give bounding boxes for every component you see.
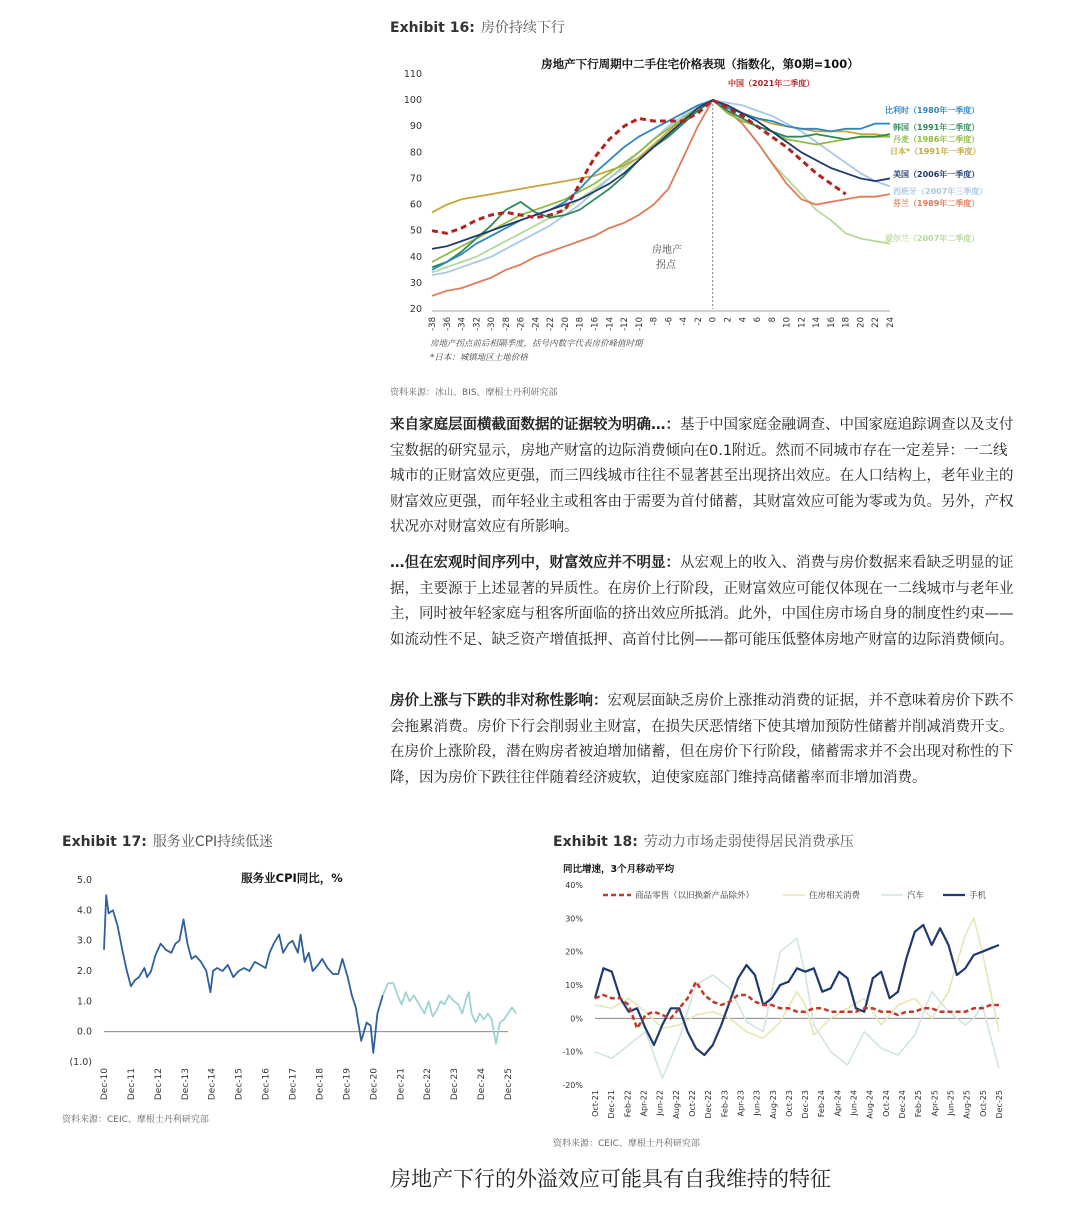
x-tick-label: 0 <box>708 317 719 323</box>
x-tick-label: Dec-24 <box>898 1090 908 1119</box>
x-tick-label: -24 <box>531 317 542 331</box>
x-tick-label: 4 <box>738 317 749 323</box>
series-line-住房相关消费 <box>595 918 999 1038</box>
x-tick-label: Apr-22 <box>639 1090 649 1117</box>
y-tick-label: 50 <box>409 225 422 237</box>
legend-label-手机: 手机 <box>969 891 987 901</box>
y-tick-label: 0.0 <box>76 1026 92 1038</box>
x-tick-label: 22 <box>871 317 882 328</box>
legend-label-住房相关消费: 住房相关消费 <box>809 891 861 901</box>
y-tick-label: 110 <box>403 69 422 80</box>
y-tick-label: 20 <box>409 304 422 315</box>
y-tick-label: 2.0 <box>76 966 92 977</box>
y-tick-label: (1.0) <box>69 1057 92 1068</box>
exhibit-16-title: 房价持续下行 <box>480 20 565 36</box>
x-tick-label: Dec-23 <box>801 1090 811 1119</box>
x-tick-label: -30 <box>487 317 498 331</box>
x-tick-label: Dec-20 <box>369 1068 380 1101</box>
x-tick-label: Feb-23 <box>720 1090 730 1118</box>
exhibit-16-label: Exhibit 16: <box>390 20 475 36</box>
x-tick-label: Aug-24 <box>865 1090 875 1119</box>
x-tick-label: Feb-22 <box>623 1090 633 1118</box>
x-tick-label: 8 <box>767 317 778 323</box>
x-tick-label: 24 <box>886 317 896 328</box>
x-tick-label: 20 <box>856 317 867 328</box>
y-tick-label: 20% <box>565 947 583 957</box>
x-tick-label: Oct-25 <box>978 1090 988 1117</box>
paragraph-3-text: 宏观层面缺乏房价上涨推动消费的证据，并不意味着房价下跌不会拖累消费。房价下行会削弱业主财富，在损失厌恶情绪下使其增加预防性储蓄并削减消费开支。在房价上涨阶段，潜在购房者被迫增加储蓄，但在房价下行阶段，储蓄需求并不会出现对称性的下降，因为房价下跌往往伴随着经济疲软，迫使家庭部门维持高储蓄率而非增加消费。 <box>390 693 1014 786</box>
paragraph-3 <box>390 689 1015 791</box>
x-tick-label: Oct-23 <box>784 1090 794 1117</box>
x-tick-label: Dec-12 <box>153 1068 164 1101</box>
paragraph-2-lead: …但在宏观时间序列中，财富效应并不明显： <box>390 555 680 571</box>
turning-point-label-line2: 拐点 <box>656 260 676 271</box>
exhibit-18-source: 资料来源：CEIC、摩根士丹利研究部 <box>553 1139 700 1149</box>
y-tick-label: 0% <box>570 1014 583 1024</box>
x-tick-label: -4 <box>679 317 690 326</box>
x-tick-label: Dec-14 <box>207 1068 218 1101</box>
y-tick-label: 70 <box>409 173 422 185</box>
paragraph-1-lead: 来自家庭层面横截面数据的证据较为明确…： <box>390 417 680 433</box>
x-tick-label: 2 <box>723 317 734 323</box>
y-tick-label: -20% <box>562 1081 583 1090</box>
x-tick-label: -20 <box>560 317 571 331</box>
y-tick-label: 3.0 <box>76 935 92 947</box>
x-tick-label: -14 <box>605 317 616 331</box>
y-tick-label: 90 <box>409 121 422 133</box>
footnote-2: *日本：城镇地区土地价格 <box>430 353 528 363</box>
x-tick-label: Dec-15 <box>234 1068 245 1101</box>
exhibit-18-chart <box>553 858 1023 1128</box>
y-tick-label: 80 <box>409 147 422 159</box>
x-tick-label: Dec-24 <box>477 1068 488 1101</box>
y-tick-label: 60 <box>409 199 422 211</box>
x-tick-label: -28 <box>501 317 512 331</box>
x-tick-label: Apr-25 <box>930 1090 940 1117</box>
y-tick-label: 40% <box>565 881 583 890</box>
x-tick-label: 10 <box>782 317 793 328</box>
y-tick-label: 30% <box>565 914 583 924</box>
legend-label-爱尔兰-2007年二季度: 爱尔兰（2007年二季度） <box>885 234 980 243</box>
paragraph-1 <box>390 413 1015 541</box>
x-tick-label: -10 <box>634 317 645 331</box>
chart-title: 房地产下行周期中二手住宅价格表现（指数化，第0期=100） <box>541 57 859 71</box>
x-tick-label: Dec-18 <box>315 1068 326 1101</box>
exhibit-16-chart <box>390 48 1020 378</box>
exhibit-17-title: 服务业CPI持续低迷 <box>152 834 274 850</box>
x-tick-label: Jun-22 <box>655 1090 665 1116</box>
x-tick-label: Dec-23 <box>450 1068 461 1101</box>
x-tick-label: Dec-21 <box>607 1090 617 1119</box>
legend-label-中国-2021年二季度: 中国（2021年二季度） <box>728 79 815 88</box>
x-tick-label: -38 <box>428 317 438 331</box>
y-tick-label: 100 <box>403 95 422 107</box>
paragraph-1-text: 基于中国家庭金融调查、中国家庭追踪调查以及支付宝数据的研究显示，房地产财富的边际消费倾向在0.1附近。然而不同城市存在一定差异：一二线城市的正财富效应更强，而三四线城市往往不显著甚至出现挤出效应。在人口结构上，老年业主的财富效应更强，而年轻业主或租客由于需要为首付储蓄，其财富效应可能为零或为负。另外，产权状况亦对财富效应有所影响。 <box>390 417 1014 535</box>
x-tick-label: Oct-24 <box>881 1090 891 1117</box>
legend-label-日本-1991年一季度: 日本*（1991年一季度） <box>890 147 981 156</box>
x-tick-label: Aug-23 <box>768 1090 778 1119</box>
series-line-服务业CPI同比-历史 <box>104 895 383 1053</box>
x-tick-label: Dec-25 <box>995 1090 1004 1119</box>
y-tick-label: 10% <box>565 981 583 990</box>
x-tick-label: Apr-23 <box>736 1090 746 1117</box>
x-tick-label: -8 <box>649 317 660 326</box>
legend-label-汽车: 汽车 <box>907 891 925 901</box>
x-tick-label: Dec-11 <box>126 1068 137 1101</box>
x-tick-label: 18 <box>841 317 852 328</box>
x-tick-label: Apr-24 <box>833 1090 843 1117</box>
x-tick-label: Dec-10 <box>100 1068 110 1101</box>
exhibit-16-header <box>390 17 565 37</box>
x-tick-label: -16 <box>590 317 601 331</box>
legend-label-西班牙-2007年三季度: 西班牙（2007年三季度） <box>893 187 988 196</box>
y-tick-label: 40 <box>409 251 422 263</box>
x-tick-label: Dec-17 <box>288 1068 299 1101</box>
x-tick-label: 14 <box>812 317 823 328</box>
x-tick-label: 6 <box>753 317 764 323</box>
x-tick-label: -6 <box>664 317 675 326</box>
x-tick-label: Aug-22 <box>671 1090 681 1119</box>
y-tick-label: 4.0 <box>76 905 92 917</box>
legend-label-丹麦-1986年二季度: 丹麦（1986年二季度） <box>893 135 980 144</box>
exhibit-16-source: 资料来源：冰山、BIS、摩根士丹利研究部 <box>390 388 558 398</box>
x-tick-label: -12 <box>620 317 631 331</box>
x-tick-label: Dec-22 <box>704 1090 714 1119</box>
y-tick-label: 30 <box>409 277 422 289</box>
x-tick-label: Dec-21 <box>396 1068 407 1101</box>
exhibit-17-chart <box>62 860 532 1110</box>
x-tick-label: -26 <box>516 317 527 331</box>
section-heading: 房地产下行的外溢效应可能具有自我维持的特征 <box>390 1167 831 1191</box>
legend-label-韩国-1991年二季度: 韩国（1991年二季度） <box>893 123 980 132</box>
x-tick-label: Oct-21 <box>591 1090 600 1117</box>
legend-label-美国-2006年一季度: 美国（2006年一季度） <box>893 170 980 179</box>
exhibit-17-source: 资料来源：CEIC、摩根士丹利研究部 <box>62 1115 209 1125</box>
exhibit-17-header <box>62 831 273 851</box>
exhibit-18-header <box>553 831 854 851</box>
series-line-中国-2021年二季度 <box>432 100 846 233</box>
x-tick-label: -22 <box>546 317 557 331</box>
x-tick-label: -2 <box>693 317 704 326</box>
exhibit-17-label: Exhibit 17: <box>62 834 147 850</box>
x-tick-label: Dec-13 <box>180 1068 191 1101</box>
exhibit-18-title: 劳动力市场走弱使得居民消费承压 <box>643 834 854 850</box>
x-tick-label: 12 <box>797 317 808 328</box>
y-tick-label: -10% <box>562 1047 583 1057</box>
x-tick-label: Feb-25 <box>914 1090 924 1118</box>
x-tick-label: Dec-25 <box>504 1068 514 1101</box>
x-tick-label: Jun-25 <box>946 1090 956 1116</box>
paragraph-2 <box>390 551 1015 653</box>
x-tick-label: Aug-25 <box>962 1090 972 1119</box>
x-tick-label: -36 <box>442 317 453 331</box>
paragraph-2-text: 从宏观上的收入、消费与房价数据来看缺乏明显的证据，主要源于上述显著的异质性。在房价上行阶段，正财富效应可能仅体现在一二线城市与老年业主，同时被年轻家庭与租客所面临的挤出效应所抵消。此外，中国住房市场自身的制度性约束——如流动性不足、缺乏资产增值抵押、高首付比例——都可能压低整体房地产财富的边际消费倾向。 <box>390 555 1014 648</box>
x-tick-label: 16 <box>826 317 837 328</box>
exhibit-18-label: Exhibit 18: <box>553 834 638 850</box>
legend-label-商品零售-以旧换新产品除外: 商品零售（以旧换新产品除外） <box>635 891 755 901</box>
x-tick-label: Feb-24 <box>817 1090 827 1118</box>
x-tick-label: -18 <box>575 317 586 331</box>
y-tick-label: 1.0 <box>76 996 92 1008</box>
series-line-手机 <box>595 925 999 1055</box>
legend-label-比利时-1980年一季度: 比利时（1980年一季度） <box>885 106 980 115</box>
paragraph-3-lead: 房价上涨与下跌的非对称性影响： <box>390 693 608 709</box>
x-tick-label: Dec-22 <box>423 1068 434 1101</box>
x-tick-label: Oct-22 <box>687 1090 697 1117</box>
x-tick-label: Jun-23 <box>752 1090 762 1116</box>
legend-label-芬兰-1989年二季度: 芬兰（1989年二季度） <box>893 199 980 208</box>
chart-title: 同比增速，3个月移动平均 <box>563 864 675 875</box>
x-tick-label: Dec-16 <box>261 1068 272 1101</box>
x-tick-label: -32 <box>472 317 483 331</box>
x-tick-label: Dec-19 <box>342 1068 353 1101</box>
turning-point-label-line1: 房地产 <box>652 245 682 256</box>
series-line-服务业CPI同比-最新 <box>383 983 516 1044</box>
y-tick-label: 5.0 <box>76 875 92 886</box>
x-tick-label: -34 <box>457 317 468 331</box>
footnote-1: 房地产拐点前后相隔季度，括号内数字代表房价峰值时期 <box>430 339 643 349</box>
x-tick-label: Jun-24 <box>849 1090 859 1116</box>
chart-title: 服务业CPI同比，% <box>241 871 343 885</box>
